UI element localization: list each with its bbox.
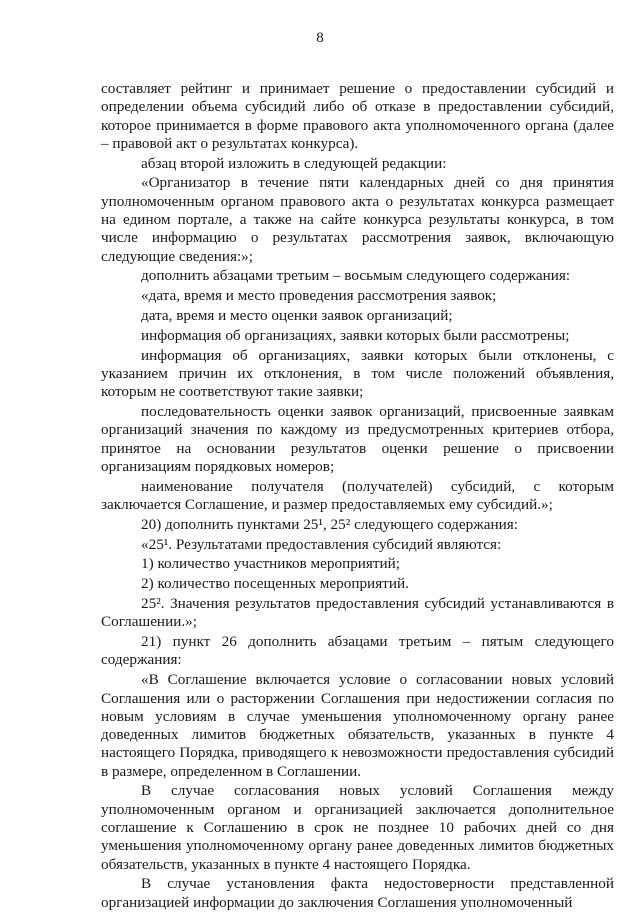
- paragraph: дата, время и место оценки заявок организаций;: [141, 307, 453, 325]
- paragraph: составляет рейтинг и принимает решение о предоставлении субсидий и определении объема субсидий либо об отказе в предоставлении субсидий, которое принимается в форме правового акта уполномоченного органа (далее – правовой акт о результатах конкурса).: [101, 80, 614, 152]
- paragraph: 21) пункт 26 дополнить абзацами третьим – пятым следующего содержания:: [101, 633, 614, 669]
- paragraph: 20) дополнить пунктами 25¹, 25² следующего содержания:: [141, 515, 518, 533]
- paragraph: абзац второй изложить в следующей редакции:: [141, 154, 447, 172]
- paragraph: 25². Значения результатов предоставления субсидий устанавливаются в Соглашении.»;: [101, 595, 614, 631]
- paragraph: 1) количество участников мероприятий;: [141, 555, 401, 573]
- page-number: 8: [316, 30, 324, 46]
- paragraph: информация об организациях, заявки которых были отклонены, с указанием причин их отклонения, в том числе положений объявления, которым не соответствуют такие заявки;: [101, 346, 614, 401]
- paragraph: «дата, время и место проведения рассмотрения заявок;: [141, 287, 497, 305]
- paragraph: «В Соглашение включается условие о согласовании новых условий Соглашения или о расторжении Соглашения при недостижении согласия по новым условиям в случае уменьшения уполномоченному органу ранее доведенных лимитов бюджетных обязательств, указанных в пункте 4 настоящего Порядка, приводящего к невозможности предоставления субсидий в размере, определенном в Соглашении.: [101, 671, 614, 780]
- paragraph: «25¹. Результатами предоставления субсидий являются:: [141, 535, 502, 553]
- paragraph: последовательность оценки заявок организаций, присвоенные заявкам организаций значения по каждому из предусмотренных критериев отбора, принятое на основании результатов оценки решение о присвоении организациям порядковых номеров;: [101, 403, 614, 475]
- paragraph: информация об организациях, заявки которых были рассмотрены;: [141, 326, 570, 344]
- paragraph: В случае согласования новых условий Соглашения между уполномоченным органом и организацией заключается дополнительное соглашение к Соглашению в срок не позднее 10 рабочих дней со дня уменьшения уполномоченному органу ранее доведенных лимитов бюджетных обязательств, указанных в пункте 4 настоящего Порядка.: [101, 782, 614, 873]
- paragraph: дополнить абзацами третьим – восьмым следующего содержания:: [141, 267, 571, 285]
- paragraph: «Организатор в течение пяти календарных дней со дня принятия уполномоченным органом правового акта о результатах конкурса размещает на едином портале, а также на сайте конкурса результаты конкурса, в том числе информацию о результатах рассмотрения заявок, включающую следующие сведения:»;: [101, 174, 614, 265]
- paragraph: В случае установления факта недостоверности представленной организацией информации до заключения Соглашения уполномоченный: [101, 875, 614, 911]
- paragraph: наименование получателя (получателей) субсидий, с которым заключается Соглашение, и размер предоставляемых ему субсидий.»;: [101, 477, 614, 514]
- document-body: [101, 80, 614, 914]
- paragraph: 2) количество посещенных мероприятий.: [141, 575, 409, 593]
